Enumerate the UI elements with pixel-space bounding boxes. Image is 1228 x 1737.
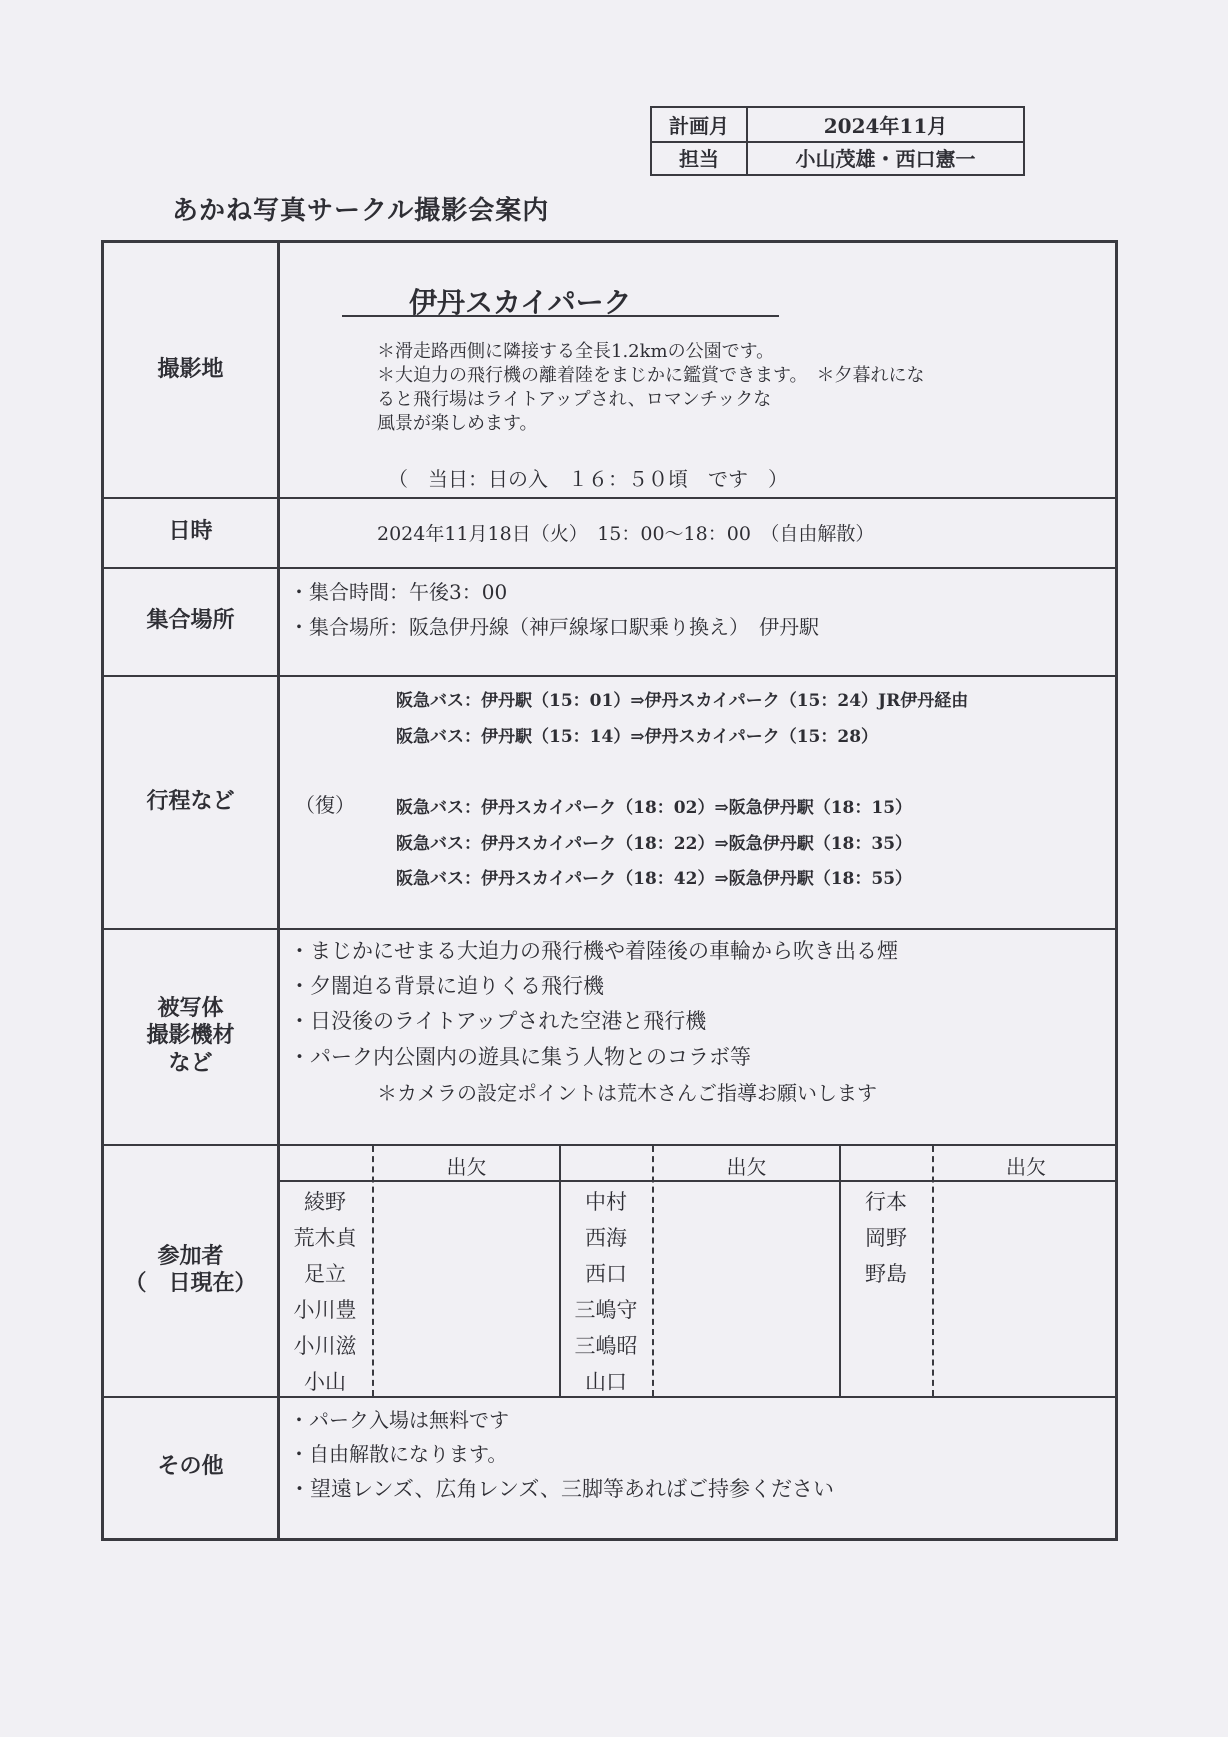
document-title: あかね写真サークル撮影会案内 [172, 196, 550, 226]
participant-name: 西海 [585, 1226, 627, 1250]
location-label: 撮影地 [157, 356, 224, 383]
meeting-place: ・集合場所：阪急伊丹線（神戸線塚口駅乗り換え） 伊丹駅 [289, 615, 819, 639]
subject-item: ・まじかにせまる大迫力の飛行機や着陸後の車輪から吹き出る煙 [289, 939, 898, 963]
participant-name: 岡野 [865, 1226, 907, 1250]
location-desc-line: ＊大迫力の飛行機の離着陸をまじかに鑑賞できます。 ＊夕暮れにな [377, 365, 925, 386]
participant-name: 三嶋守 [574, 1298, 638, 1322]
participant-name: 小川豊 [293, 1298, 357, 1322]
return-label: （復） [295, 793, 355, 817]
other-label: その他 [157, 1453, 224, 1480]
participants-dashed-divider [652, 1146, 654, 1396]
location-desc-line: 風景が楽しめます。 [377, 413, 538, 434]
participant-name: 小川滋 [293, 1334, 357, 1358]
attendance-header: 出欠 [1006, 1155, 1046, 1179]
main-table [101, 240, 1118, 1541]
venue-name-underline [342, 315, 779, 317]
meeting-label: 集合場所 [146, 607, 235, 634]
subject-item: ・夕闇迫る背景に迫りくる飛行機 [289, 974, 604, 998]
return-bus-line: 阪急バス：伊丹スカイパーク（18：42）⇒阪急伊丹駅（18：55） [396, 869, 913, 889]
plan-staff-row [652, 141, 1023, 174]
meeting-time: ・集合時間：午後3：00 [289, 580, 508, 604]
participant-name: 中村 [585, 1190, 627, 1214]
participants-label-line: 参加者 [157, 1242, 224, 1269]
participants-label-line: （ 日現在） [124, 1270, 257, 1296]
participant-name: 荒木貞 [293, 1226, 357, 1250]
participants-dashed-divider [372, 1146, 374, 1396]
sunset-time: （ 当日：日の入 １６：５０頃 です ） [388, 467, 788, 491]
subjects-label [104, 928, 277, 1144]
participants-dashed-divider [932, 1146, 934, 1396]
participant-name: 小山 [304, 1370, 346, 1394]
plan-month-value: 2024年11月 [823, 114, 948, 138]
other-item: ・自由解散になります。 [289, 1442, 508, 1466]
participant-name: 行本 [865, 1190, 907, 1214]
participants-header-divider [279, 1180, 1118, 1182]
plan-staff-value: 小山茂雄・西口憲一 [795, 147, 976, 171]
other-item: ・望遠レンズ、広角レンズ、三脚等あればご持参ください [289, 1477, 834, 1501]
participant-name: 西口 [585, 1262, 627, 1286]
attendance-header: 出欠 [726, 1155, 767, 1179]
participant-name: 山口 [585, 1370, 627, 1394]
plan-month-row [652, 108, 1023, 143]
participant-name: 三嶋昭 [574, 1334, 638, 1358]
participant-name: 足立 [304, 1262, 346, 1286]
attendance-header: 出欠 [446, 1155, 487, 1179]
venue-name: 伊丹スカイパーク [409, 286, 632, 319]
participant-name: 野島 [865, 1262, 907, 1286]
subjects-label-line: 撮影機材 [146, 1022, 235, 1049]
camera-settings-note: ＊カメラの設定ポイントは荒木さんご指導お願いします [377, 1081, 877, 1105]
return-bus-line: 阪急バス：伊丹スカイパーク（18：22）⇒阪急伊丹駅（18：35） [396, 834, 913, 854]
location-desc-line: ると飛行場はライトアップされ、ロマンチックな [377, 389, 772, 410]
outbound-bus-line: 阪急バス：伊丹駅（15：14）⇒伊丹スカイパーク（15：28） [396, 727, 879, 747]
subject-item: ・パーク内公園内の遊具に集う人物とのコラボ等 [289, 1045, 751, 1069]
participants-label [104, 1144, 277, 1396]
participant-name: 綾野 [304, 1190, 346, 1214]
location-desc-line: ＊滑走路西側に隣接する全長1.2kmの公園です。 [377, 341, 775, 362]
plan-staff-label: 担当 [652, 141, 748, 174]
plan-month-label: 計画月 [652, 108, 748, 141]
itinerary-label: 行程など [146, 787, 235, 814]
plan-info-box [650, 106, 1025, 176]
other-item: ・パーク入場は無料です [289, 1408, 509, 1432]
subjects-label-line: 被写体 [157, 994, 224, 1021]
datetime-label: 日時 [168, 518, 213, 545]
outbound-bus-line: 阪急バス：伊丹駅（15：01）⇒伊丹スカイパーク（15：24）JR伊丹経由 [396, 691, 969, 711]
subjects-label-line: など [168, 1049, 213, 1076]
subject-item: ・日没後のライトアップされた空港と飛行機 [289, 1009, 707, 1033]
return-bus-line: 阪急バス：伊丹スカイパーク（18：02）⇒阪急伊丹駅（18：15） [396, 798, 913, 818]
datetime-value: 2024年11月18日（火） 15：00～18：00 （自由解散） [377, 523, 875, 545]
